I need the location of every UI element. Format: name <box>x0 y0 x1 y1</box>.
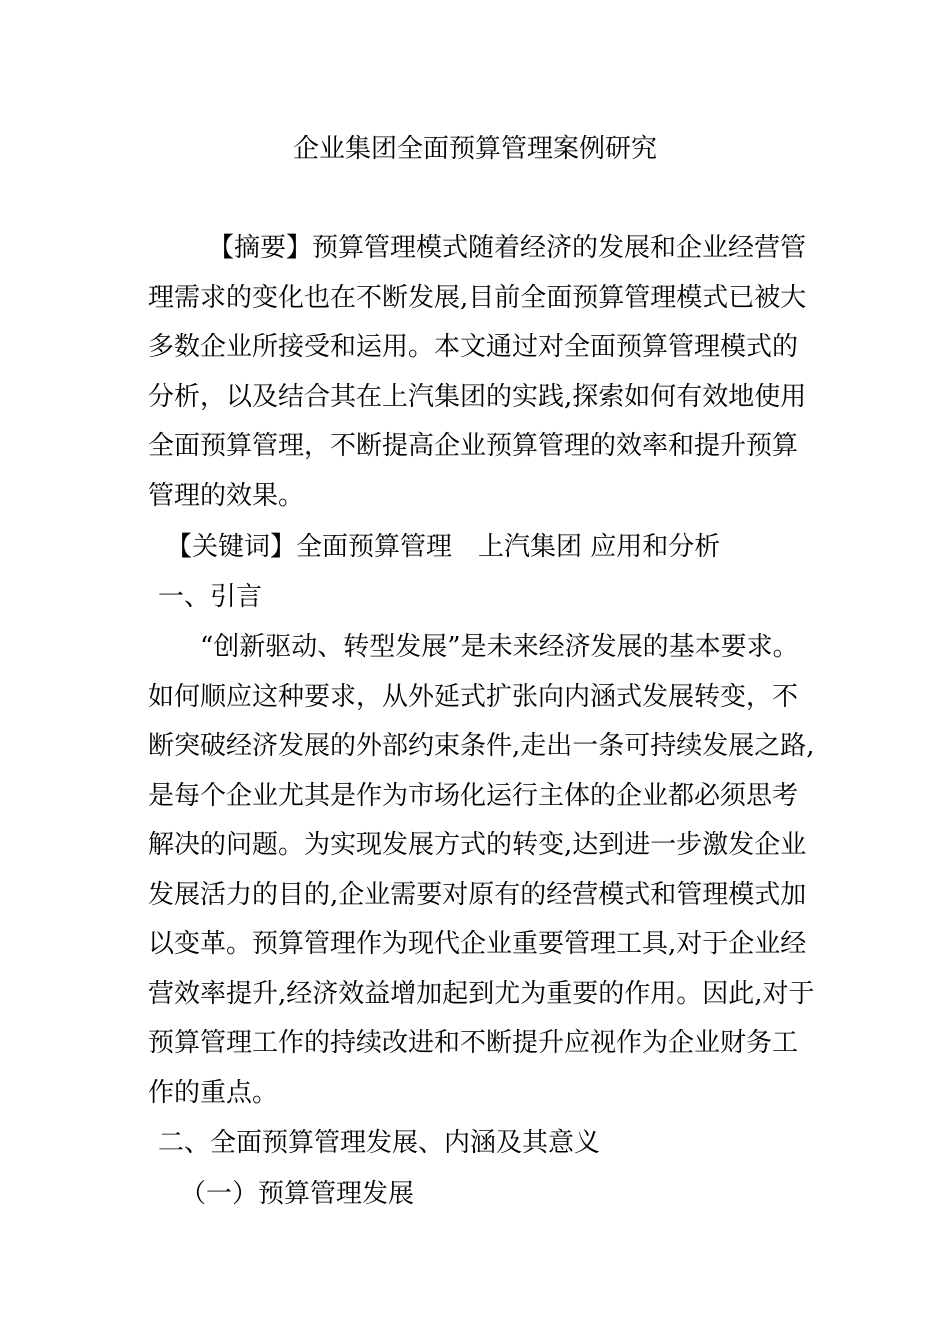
abstract-line: 全面预算管理，不断提高企业预算管理的效率和提升预算 <box>148 431 799 461</box>
body-line: 解决的问题。为实现发展方式的转变,达到进一步激发企业 <box>148 830 807 860</box>
abstract-line: 【摘要】预算管理模式随着经济的发展和企业经营管 <box>208 233 807 263</box>
keywords-line <box>166 529 720 565</box>
body-line: 发展活力的目的,企业需要对原有的经营模式和管理模式加 <box>148 880 807 910</box>
section-heading: 二、全面预算管理发展、内涵及其意义 <box>158 1128 601 1158</box>
body-line: 营效率提升,经济效益增加起到尤为重要的作用。因此,对于 <box>148 979 815 1009</box>
body-line: 预算管理工作的持续改进和不断提升应视作为企业财务工 <box>148 1028 799 1058</box>
abstract-line: 管理的效果。 <box>148 481 305 511</box>
body-line: “创新驱动、转型发展”是未来经济发展的基本要求。 <box>200 632 799 662</box>
document-title: 企业集团全面预算管理案例研究 <box>292 134 657 164</box>
body-line: 以变革。预算管理作为现代企业重要管理工具,对于企业经 <box>148 929 807 959</box>
keyword-term: 应用和分析 <box>590 532 721 562</box>
abstract-line: 多数企业所接受和运用。本文通过对全面预算管理模式的 <box>148 332 799 362</box>
keyword-term: 上汽集团 <box>478 532 583 562</box>
abstract-line: 理需求的变化也在不断发展,目前全面预算管理模式已被大 <box>148 283 807 313</box>
subsection-heading: （一）预算管理发展 <box>180 1179 415 1209</box>
section-heading: 一、引言 <box>158 582 263 612</box>
body-line: 如何顺应这种要求，从外延式扩张向内涵式发展转变，不 <box>148 682 799 712</box>
body-line: 作的重点。 <box>148 1078 279 1108</box>
body-line: 是每个企业尤其是作为市场化运行主体的企业都必须思考 <box>148 781 799 811</box>
abstract-line: 分析，以及结合其在上汽集团的实践,探索如何有效地使用 <box>148 382 807 412</box>
keywords-label: 【关键词】全面预算管理 <box>166 532 453 562</box>
body-line: 断突破经济发展的外部约束条件,走出一条可持续发展之路, <box>148 731 815 761</box>
